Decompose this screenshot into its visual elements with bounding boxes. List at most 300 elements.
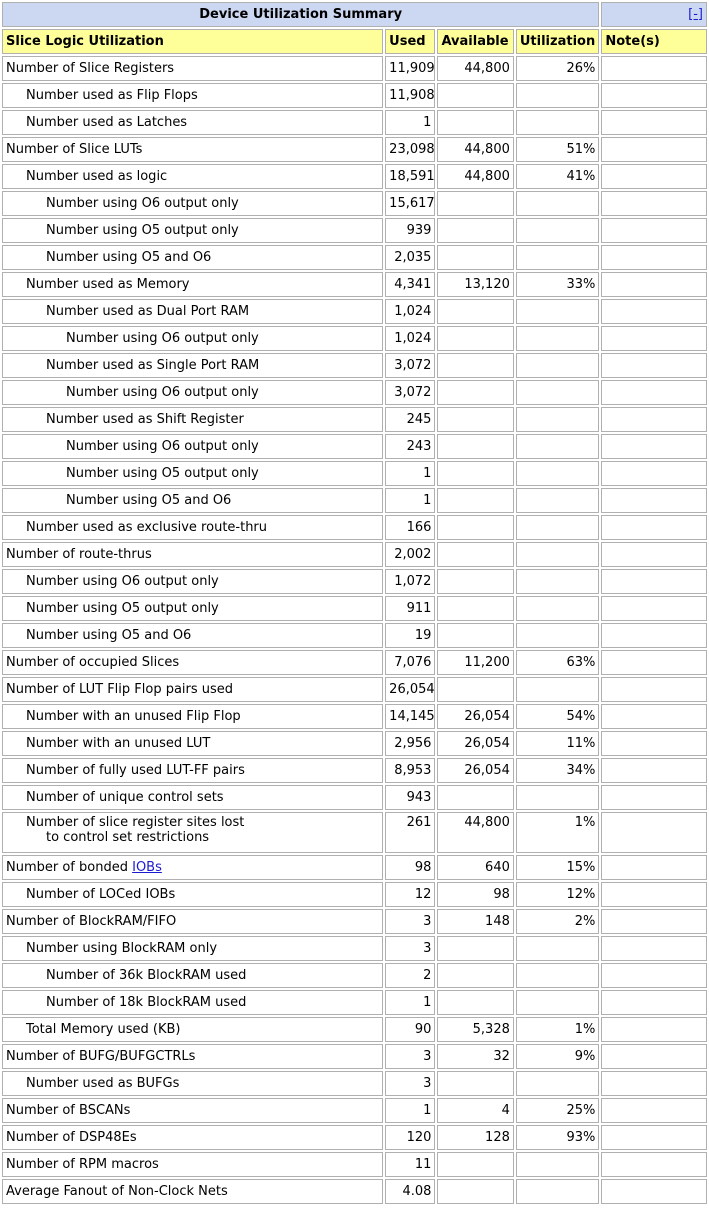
row-label <box>2 272 383 297</box>
row-label <box>2 380 383 405</box>
cell-utilization <box>516 542 599 567</box>
table-row <box>2 299 707 324</box>
cell-used: 2,002 <box>385 542 435 567</box>
row-label-text: Number used as exclusive route-thru <box>26 520 268 535</box>
cell-used: 19 <box>385 623 435 648</box>
cell-notes <box>601 1152 707 1177</box>
row-label <box>2 542 383 567</box>
row-label-text: Number using O5 and O6 <box>46 250 212 265</box>
cell-available <box>437 542 513 567</box>
row-label <box>2 990 383 1015</box>
cell-used: 7,076 <box>385 650 435 675</box>
table-row <box>2 1071 707 1096</box>
row-label-text: Number with an unused LUT <box>26 736 211 751</box>
row-label <box>2 596 383 621</box>
cell-available <box>437 461 513 486</box>
cell-available: 640 <box>437 855 513 880</box>
table-row <box>2 353 707 378</box>
cell-available <box>437 245 513 270</box>
row-label <box>2 299 383 324</box>
col-header-utilization: Utilization <box>516 29 599 54</box>
cell-available <box>437 677 513 702</box>
cell-available <box>437 488 513 513</box>
table-row <box>2 704 707 729</box>
row-label-text: Number of route-thrus <box>6 547 152 562</box>
cell-available <box>437 990 513 1015</box>
cell-notes <box>601 56 707 81</box>
table-row <box>2 731 707 756</box>
table-row <box>2 650 707 675</box>
cell-used: 18,591 <box>385 164 435 189</box>
cell-notes <box>601 218 707 243</box>
cell-notes <box>601 542 707 567</box>
cell-notes <box>601 1071 707 1096</box>
cell-notes <box>601 963 707 988</box>
table-row <box>2 1098 707 1123</box>
cell-utilization <box>516 596 599 621</box>
cell-notes <box>601 326 707 351</box>
cell-utilization <box>516 1179 599 1204</box>
cell-notes <box>601 407 707 432</box>
cell-notes <box>601 1044 707 1069</box>
row-label <box>2 353 383 378</box>
row-label <box>2 434 383 459</box>
cell-used: 26,054 <box>385 677 435 702</box>
cell-available: 148 <box>437 909 513 934</box>
cell-utilization <box>516 623 599 648</box>
cell-notes <box>601 704 707 729</box>
cell-used: 2 <box>385 963 435 988</box>
row-label <box>2 758 383 783</box>
cell-utilization <box>516 990 599 1015</box>
row-label <box>2 407 383 432</box>
row-label <box>2 164 383 189</box>
table-row <box>2 272 707 297</box>
cell-notes <box>601 380 707 405</box>
cell-notes <box>601 110 707 135</box>
table-row <box>2 218 707 243</box>
row-label <box>2 936 383 961</box>
cell-used: 1 <box>385 461 435 486</box>
row-label <box>2 704 383 729</box>
cell-utilization: 51% <box>516 137 599 162</box>
row-label <box>2 623 383 648</box>
cell-notes <box>601 245 707 270</box>
row-label-text: Number of Slice LUTs <box>6 142 143 157</box>
row-label <box>2 1044 383 1069</box>
cell-utilization <box>516 1071 599 1096</box>
cell-notes <box>601 650 707 675</box>
row-label <box>2 909 383 934</box>
cell-notes <box>601 812 707 853</box>
cell-utilization: 33% <box>516 272 599 297</box>
cell-notes <box>601 882 707 907</box>
row-label-text: Number of 18k BlockRAM used <box>46 995 247 1010</box>
row-label-text: Number used as Dual Port RAM <box>46 304 250 319</box>
row-label <box>2 110 383 135</box>
row-label <box>2 326 383 351</box>
cell-available <box>437 569 513 594</box>
cell-utilization: 54% <box>516 704 599 729</box>
table-row <box>2 434 707 459</box>
table-row <box>2 963 707 988</box>
row-label <box>2 56 383 81</box>
row-label <box>2 1098 383 1123</box>
row-label-line2: to control set restrictions <box>46 830 210 845</box>
cell-available <box>437 1071 513 1096</box>
cell-utilization <box>516 785 599 810</box>
table-row <box>2 677 707 702</box>
row-label <box>2 812 383 853</box>
cell-used: 12 <box>385 882 435 907</box>
cell-available <box>437 83 513 108</box>
cell-used: 98 <box>385 855 435 880</box>
cell-utilization: 11% <box>516 731 599 756</box>
row-label-text: Number of BUFG/BUFGCTRLs <box>6 1049 196 1064</box>
row-label-text: Number with an unused Flip Flop <box>26 709 241 724</box>
cell-utilization <box>516 83 599 108</box>
row-label-text: Number of LOCed IOBs <box>26 887 176 902</box>
cell-notes <box>601 785 707 810</box>
cell-utilization: 41% <box>516 164 599 189</box>
table-row <box>2 137 707 162</box>
table-row <box>2 812 707 853</box>
cell-notes <box>601 1179 707 1204</box>
row-label-text: Number of occupied Slices <box>6 655 180 670</box>
row-label <box>2 650 383 675</box>
cell-available <box>437 936 513 961</box>
row-label-text: Number of fully used LUT-FF pairs <box>26 763 245 778</box>
cell-available <box>437 623 513 648</box>
table-row <box>2 326 707 351</box>
cell-used: 1 <box>385 110 435 135</box>
cell-notes <box>601 299 707 324</box>
cell-used: 120 <box>385 1125 435 1150</box>
cell-used: 939 <box>385 218 435 243</box>
cell-utilization: 12% <box>516 882 599 907</box>
table-row <box>2 569 707 594</box>
cell-used: 23,098 <box>385 137 435 162</box>
cell-available: 44,800 <box>437 164 513 189</box>
cell-used: 1,024 <box>385 326 435 351</box>
row-label <box>2 1125 383 1150</box>
cell-available: 44,800 <box>437 812 513 853</box>
cell-notes <box>601 515 707 540</box>
cell-utilization <box>516 488 599 513</box>
cell-used: 4,341 <box>385 272 435 297</box>
cell-used: 3 <box>385 909 435 934</box>
cell-utilization: 93% <box>516 1125 599 1150</box>
row-label-text: Number of BSCANs <box>6 1103 131 1118</box>
cell-notes <box>601 990 707 1015</box>
row-label-text: Number using O5 and O6 <box>66 493 232 508</box>
cell-used: 11,908 <box>385 83 435 108</box>
cell-notes <box>601 936 707 961</box>
cell-notes <box>601 137 707 162</box>
row-label-text: Number using BlockRAM only <box>26 941 218 956</box>
cell-available: 32 <box>437 1044 513 1069</box>
row-label-text: Number used as Single Port RAM <box>46 358 260 373</box>
cell-used: 243 <box>385 434 435 459</box>
cell-utilization: 25% <box>516 1098 599 1123</box>
table-row <box>2 990 707 1015</box>
table-row <box>2 623 707 648</box>
cell-notes <box>601 461 707 486</box>
table-row <box>2 245 707 270</box>
row-label-text: Number of BlockRAM/FIFO <box>6 914 177 929</box>
cell-used: 1 <box>385 990 435 1015</box>
cell-utilization <box>516 353 599 378</box>
cell-used: 2,956 <box>385 731 435 756</box>
cell-used: 11,909 <box>385 56 435 81</box>
cell-utilization <box>516 569 599 594</box>
cell-used: 261 <box>385 812 435 853</box>
cell-utilization <box>516 963 599 988</box>
row-label-text: Number using O6 output only <box>66 439 259 454</box>
table-row <box>2 164 707 189</box>
cell-used: 3,072 <box>385 380 435 405</box>
cell-notes <box>601 83 707 108</box>
cell-notes <box>601 191 707 216</box>
cell-used: 3 <box>385 1071 435 1096</box>
table-row <box>2 110 707 135</box>
cell-used: 911 <box>385 596 435 621</box>
cell-utilization: 34% <box>516 758 599 783</box>
row-label-text: Average Fanout of Non-Clock Nets <box>6 1184 228 1199</box>
cell-available <box>437 110 513 135</box>
cell-available <box>437 1152 513 1177</box>
row-label <box>2 218 383 243</box>
cell-available: 98 <box>437 882 513 907</box>
row-label <box>2 488 383 513</box>
col-header-notes: Note(s) <box>601 29 707 54</box>
cell-used: 14,145 <box>385 704 435 729</box>
cell-available: 13,120 <box>437 272 513 297</box>
cell-used: 2,035 <box>385 245 435 270</box>
cell-used: 1,072 <box>385 569 435 594</box>
cell-utilization <box>516 434 599 459</box>
cell-notes <box>601 677 707 702</box>
row-label-text: Number of RPM macros <box>6 1157 159 1172</box>
row-label <box>2 785 383 810</box>
cell-utilization <box>516 1152 599 1177</box>
cell-utilization: 9% <box>516 1044 599 1069</box>
cell-available <box>437 1179 513 1204</box>
row-label-text: Number using O5 output only <box>26 601 219 616</box>
table-row <box>2 407 707 432</box>
row-label-text: Number of DSP48Es <box>6 1130 137 1145</box>
table-row <box>2 488 707 513</box>
cell-available <box>437 596 513 621</box>
cell-utilization <box>516 299 599 324</box>
table-row <box>2 380 707 405</box>
row-label-text: Number used as BUFGs <box>26 1076 180 1091</box>
cell-used: 3,072 <box>385 353 435 378</box>
cell-available <box>437 326 513 351</box>
row-label-text: Number of bonded <box>6 860 133 875</box>
row-label <box>2 882 383 907</box>
row-label-text: Number used as Latches <box>26 115 188 130</box>
table-title: Device Utilization Summary <box>2 2 599 27</box>
table-row <box>2 758 707 783</box>
row-label-text: Number using O6 output only <box>66 331 259 346</box>
cell-utilization <box>516 326 599 351</box>
table-header-row <box>2 29 707 54</box>
row-label-text: Number using O5 and O6 <box>26 628 192 643</box>
cell-used: 245 <box>385 407 435 432</box>
cell-utilization <box>516 515 599 540</box>
cell-notes <box>601 731 707 756</box>
cell-notes <box>601 855 707 880</box>
iobs-link[interactable]: IOBs <box>132 860 162 875</box>
cell-notes <box>601 164 707 189</box>
row-label-text: Number using O6 output only <box>66 385 259 400</box>
table-row <box>2 1044 707 1069</box>
row-label-text: Number using O5 output only <box>46 223 239 238</box>
table-row <box>2 855 707 880</box>
table-title-row <box>2 2 707 27</box>
cell-utilization <box>516 407 599 432</box>
cell-available <box>437 434 513 459</box>
table-row <box>2 515 707 540</box>
table-row <box>2 83 707 108</box>
row-label-text: Number using O6 output only <box>46 196 239 211</box>
cell-used: 8,953 <box>385 758 435 783</box>
cell-notes <box>601 1017 707 1042</box>
col-header-slice-logic: Slice Logic Utilization <box>2 29 383 54</box>
cell-available: 26,054 <box>437 731 513 756</box>
cell-notes <box>601 272 707 297</box>
cell-used: 3 <box>385 1044 435 1069</box>
row-label <box>2 1179 383 1204</box>
cell-notes <box>601 434 707 459</box>
table-row <box>2 542 707 567</box>
cell-used: 3 <box>385 936 435 961</box>
row-label-text: Number used as Flip Flops <box>26 88 198 103</box>
row-label <box>2 731 383 756</box>
table-row <box>2 882 707 907</box>
row-label <box>2 191 383 216</box>
cell-utilization <box>516 677 599 702</box>
table-row <box>2 1125 707 1150</box>
cell-available: 5,328 <box>437 1017 513 1042</box>
cell-utilization <box>516 218 599 243</box>
cell-available <box>437 407 513 432</box>
table-row <box>2 1017 707 1042</box>
row-label <box>2 1017 383 1042</box>
row-label-text: Number used as logic <box>26 169 168 184</box>
cell-available <box>437 380 513 405</box>
cell-used: 1 <box>385 488 435 513</box>
cell-used: 4.08 <box>385 1179 435 1204</box>
cell-notes <box>601 909 707 934</box>
cell-used: 1,024 <box>385 299 435 324</box>
cell-used: 943 <box>385 785 435 810</box>
table-row <box>2 1179 707 1204</box>
cell-used: 15,617 <box>385 191 435 216</box>
row-label <box>2 855 383 880</box>
cell-available <box>437 218 513 243</box>
table-row <box>2 1152 707 1177</box>
cell-utilization: 63% <box>516 650 599 675</box>
cell-available: 44,800 <box>437 56 513 81</box>
cell-utilization <box>516 110 599 135</box>
table-row <box>2 936 707 961</box>
row-label <box>2 569 383 594</box>
collapse-toggle-cell <box>601 2 707 27</box>
row-label <box>2 1071 383 1096</box>
col-header-used: Used <box>385 29 435 54</box>
cell-notes <box>601 623 707 648</box>
cell-utilization <box>516 245 599 270</box>
cell-available: 44,800 <box>437 137 513 162</box>
cell-utilization: 1% <box>516 812 599 853</box>
row-label <box>2 677 383 702</box>
collapse-toggle-link[interactable]: [-] <box>688 7 703 22</box>
cell-notes <box>601 569 707 594</box>
row-label <box>2 963 383 988</box>
row-label <box>2 515 383 540</box>
row-label <box>2 137 383 162</box>
cell-available: 11,200 <box>437 650 513 675</box>
row-label-text: Number of Slice Registers <box>6 61 175 76</box>
cell-available: 4 <box>437 1098 513 1123</box>
cell-used: 90 <box>385 1017 435 1042</box>
cell-notes <box>601 353 707 378</box>
table-row <box>2 909 707 934</box>
row-label <box>2 245 383 270</box>
cell-used: 11 <box>385 1152 435 1177</box>
cell-utilization <box>516 380 599 405</box>
cell-available <box>437 353 513 378</box>
cell-utilization <box>516 936 599 961</box>
cell-utilization: 1% <box>516 1017 599 1042</box>
row-label-text: Number of unique control sets <box>26 790 224 805</box>
cell-available: 26,054 <box>437 704 513 729</box>
row-label-text: Total Memory used (KB) <box>26 1022 181 1037</box>
row-label <box>2 1152 383 1177</box>
row-label-text: Number of LUT Flip Flop pairs used <box>6 682 234 697</box>
row-label-text: Number using O5 output only <box>66 466 259 481</box>
cell-utilization <box>516 191 599 216</box>
row-label-text: Number used as Memory <box>26 277 190 292</box>
cell-notes <box>601 1098 707 1123</box>
row-label-text: Number used as Shift Register <box>46 412 244 427</box>
table-row <box>2 191 707 216</box>
row-label-text: Number using O6 output only <box>26 574 219 589</box>
row-label <box>2 83 383 108</box>
cell-available <box>437 299 513 324</box>
table-row <box>2 785 707 810</box>
table-row <box>2 56 707 81</box>
row-label <box>2 461 383 486</box>
cell-available <box>437 963 513 988</box>
cell-available: 128 <box>437 1125 513 1150</box>
cell-notes <box>601 1125 707 1150</box>
cell-utilization <box>516 461 599 486</box>
cell-used: 166 <box>385 515 435 540</box>
cell-notes <box>601 488 707 513</box>
table-row <box>2 461 707 486</box>
row-label-text: Number of 36k BlockRAM used <box>46 968 247 983</box>
cell-utilization: 2% <box>516 909 599 934</box>
cell-used: 1 <box>385 1098 435 1123</box>
cell-notes <box>601 596 707 621</box>
cell-notes <box>601 758 707 783</box>
row-label-line1: Number of slice register sites lost <box>26 815 245 830</box>
cell-utilization: 26% <box>516 56 599 81</box>
cell-available <box>437 191 513 216</box>
